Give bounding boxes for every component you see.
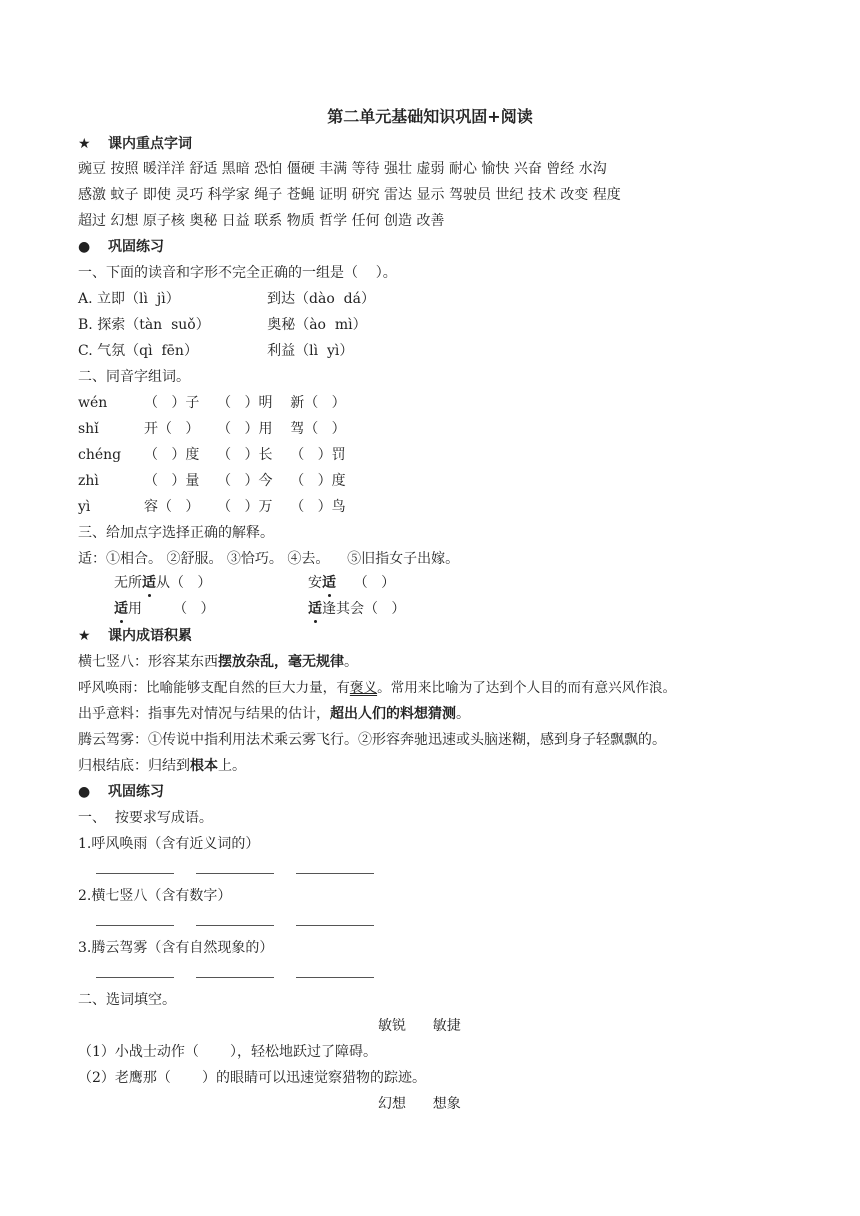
idiom-task-1: 1.呼风唤雨（含有近义词的） [78,836,260,852]
answer-blanks-2[interactable] [96,912,396,932]
answer-blank[interactable] [196,965,274,978]
option-b: B. 探索（tàn suǒ） 奥秘（ào mì） [78,317,367,333]
homophone-row-yi: yì 容（ ） （ ）万 （ ）鸟 [78,499,346,515]
homophone-row-zhi: zhì （ ）量 （ ）今 （ ）度 [78,473,346,489]
homophone-row-shi: shǐ 开（ ） （ ）用 驾（ ） [78,421,346,437]
answer-blank[interactable] [96,913,174,926]
word-list-line-3: 超过 幻想 原子核 奥秘 日益 联系 物质 哲学 任何 创造 改善 [78,213,445,229]
answer-blank[interactable] [96,861,174,874]
section-heading-idioms: ★ 课内成语积累 [78,628,192,644]
answer-blank[interactable] [296,965,374,978]
question-1-stem: 一、下面的读音和字形不完全正确的一组是（ ）。 [78,265,397,281]
homophone-row-cheng: chéng （ ）度 （ ）长 （ ）罚 [78,447,346,463]
option-a: A. 立即（lì jì） 到达（dào dá） [78,291,375,307]
practice2-question-1-stem: 一、 按要求写成语。 [78,810,213,826]
word-choice-pair-1: 敏锐 敏捷 [378,1018,461,1034]
star-icon: ★ [78,136,91,152]
fill-sentence-1: （1）小战士动作（ ），轻松地跃过了障碍。 [78,1044,378,1060]
answer-blank[interactable] [196,861,274,874]
answer-blank[interactable] [196,913,274,926]
question-3-stem: 三、给加点字选择正确的解释。 [78,525,274,541]
word-list-line-1: 豌豆 按照 暖洋洋 舒适 黑暗 恐怕 僵硬 丰满 等待 强壮 虚弱 耐心 愉快 兴奋 曾经 水沟 [78,161,607,177]
section-heading-key-words: ★ 课内重点字词 [78,136,192,152]
answer-blank[interactable] [296,861,374,874]
idiom-entry-1: 横七竖八：形容某东西摆放杂乱，毫无规律。 [78,654,358,670]
word-choice-pair-2: 幻想 想象 [378,1096,461,1112]
answer-blanks-1[interactable] [96,860,396,880]
answer-blanks-3[interactable] [96,964,396,984]
section-heading-practice-1: ● 巩固练习 [78,239,164,255]
idiom-entry-5: 归根结底：归结到根本上。 [78,758,246,774]
answer-blank[interactable] [296,913,374,926]
fill-sentence-2: （2）老鹰那（ ）的眼睛可以迅速觉察猎物的踪迹。 [78,1070,427,1086]
dotted-item-4: 适逢其会（ ） [308,601,406,617]
bullet-icon: ● [78,239,91,255]
homophone-row-wen: wén （ ）子 （ ）明 新（ ） [78,395,346,411]
question-2-stem: 二、同音字组词。 [78,369,190,385]
idiom-task-3: 3.腾云驾雾（含有自然现象的） [78,940,274,956]
dotted-item-2: 安适 （ ） [308,575,396,591]
idiom-entry-4: 腾云驾雾：①传说中指利用法术乘云雾飞行。②形容奔驰迅速或头脑迷糊，感到身子轻飘飘的。 [78,732,666,748]
answer-blank[interactable] [96,965,174,978]
bullet-icon: ● [78,784,91,800]
idiom-entry-3: 出乎意料：指事先对情况与结果的估计，超出人们的料想猜测。 [78,706,470,722]
idiom-entry-2: 呼风唤雨：比喻能够支配自然的巨大力量，有褒义。常用来比喻为了达到个人目的而有意兴风作浪。 [78,680,677,696]
dotted-item-3: 适用 （ ） [114,601,215,617]
option-c: C. 气氛（qì fēn） 利益（lì yì） [78,343,354,359]
dotted-item-1: 无所适从（ ） [114,575,212,591]
idiom-task-2: 2.横七竖八（含有数字） [78,888,232,904]
page-title: 第二单元基础知识巩固+阅读 [327,107,533,126]
section-heading-practice-2: ● 巩固练习 [78,784,164,800]
star-icon: ★ [78,628,91,644]
meaning-list: 适：①相合。 ②舒服。 ③恰巧。 ④去。 ⑤旧指女子出嫁。 [78,551,460,567]
word-list-line-2: 感激 蚊子 即使 灵巧 科学家 绳子 苍蝇 证明 研究 雷达 显示 驾驶员 世纪 技术 改变 程度 [78,187,621,203]
practice2-question-2-stem: 二、选词填空。 [78,992,176,1008]
